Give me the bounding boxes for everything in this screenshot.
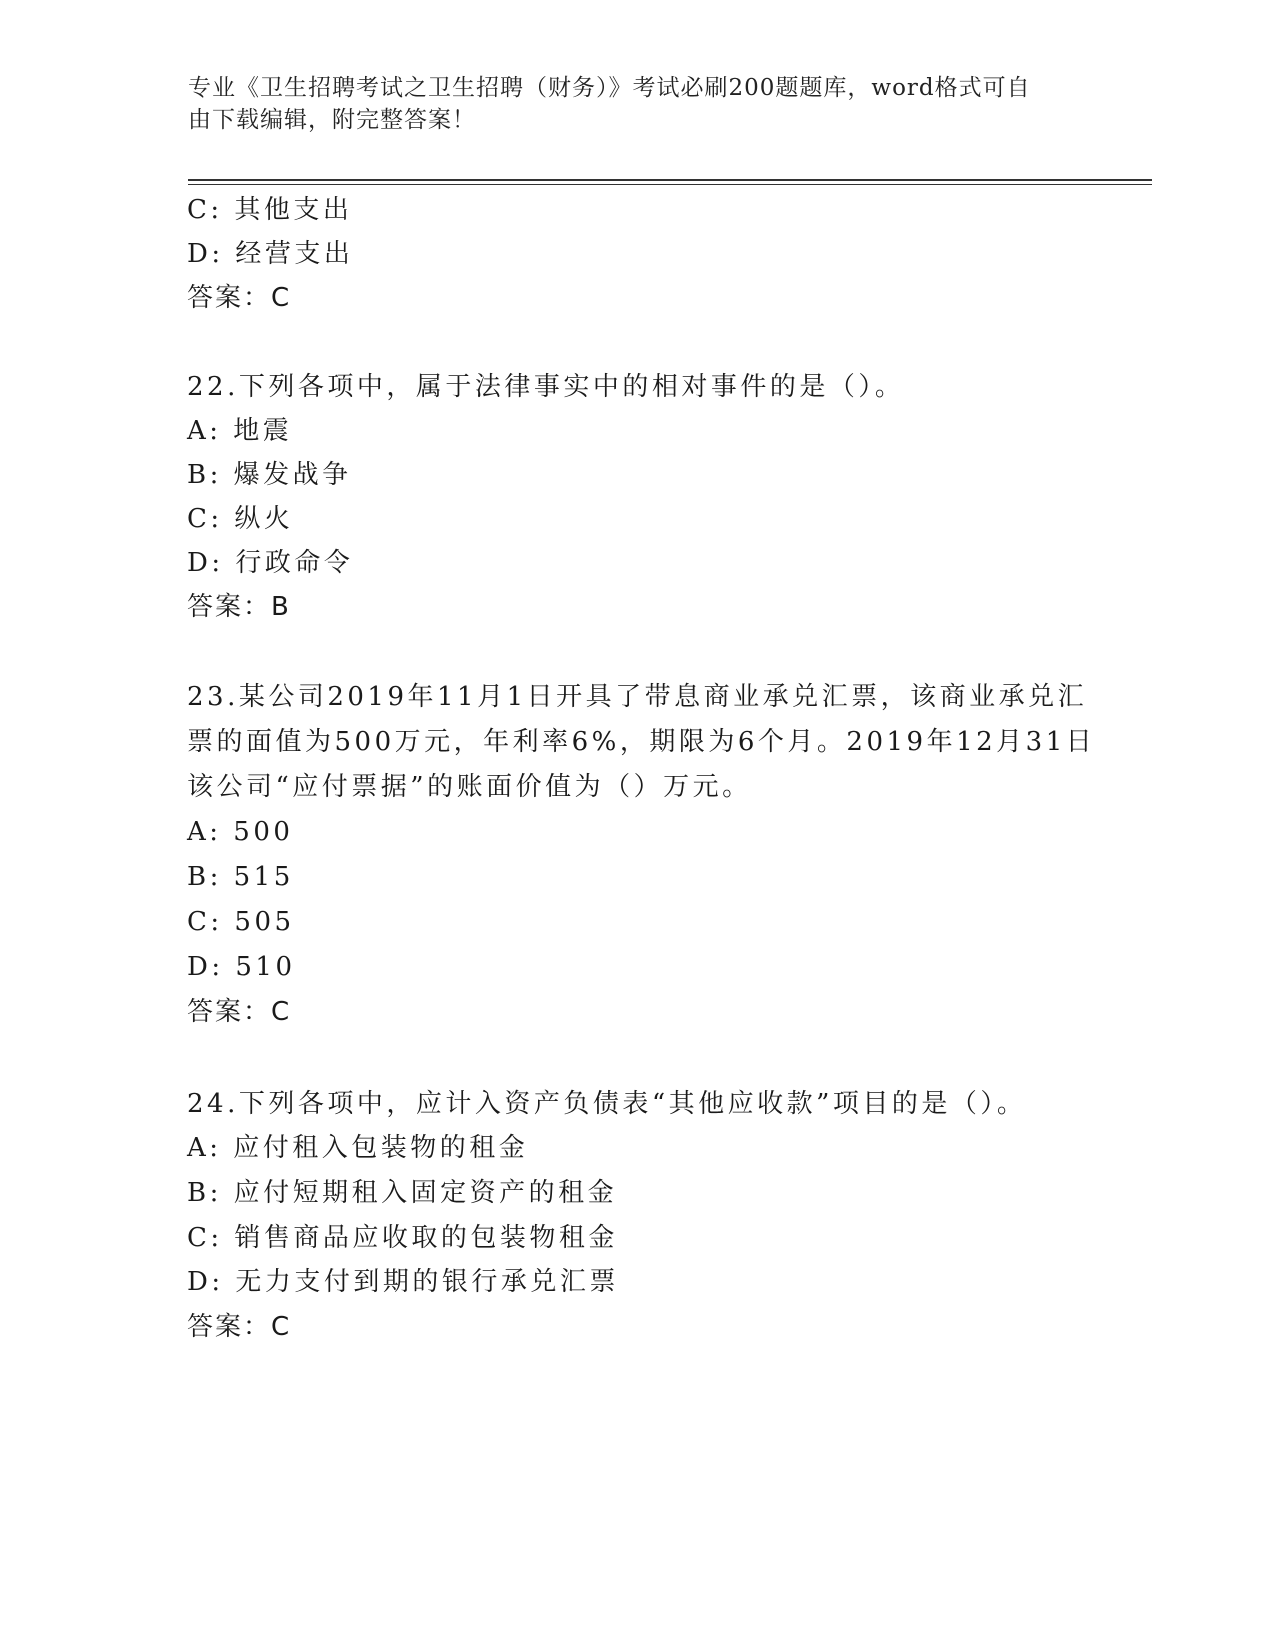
header-line-2: 由下载编辑，附完整答案！ xyxy=(188,107,476,133)
q23-stem-line-2: 票的面值为500万元，年利率6%，期限为6个月。2019年12月31日 xyxy=(187,727,1096,757)
q23-option-d: D: 510 xyxy=(187,952,296,982)
q24-option-b: B: 应付短期租入固定资产的租金 xyxy=(187,1178,618,1208)
q22-option-b: B: 爆发战争 xyxy=(187,460,352,490)
q22-stem: 22.下列各项中，属于法律事实中的相对事件的是（）。 xyxy=(187,372,905,402)
q23-option-a: A: 500 xyxy=(187,817,294,847)
q24-option-c: C: 销售商品应收取的包装物租金 xyxy=(187,1223,618,1253)
q24-option-d: D: 无力支付到期的银行承兑汇票 xyxy=(187,1267,619,1297)
q22-option-a: A: 地震 xyxy=(187,416,293,446)
q21-option-d: D: 经营支出 xyxy=(187,239,354,269)
q23-option-c: C: 505 xyxy=(187,907,295,937)
q24-answer: 答案：C xyxy=(187,1312,292,1342)
q22-answer: 答案：B xyxy=(187,592,291,622)
q22-option-d: D: 行政命令 xyxy=(187,548,354,578)
header-line-1: 专业《卫生招聘考试之卫生招聘（财务）》考试必刷200题题库，word格式可自 xyxy=(188,75,1031,101)
q21-answer: 答案：C xyxy=(187,283,292,313)
q24-stem: 24.下列各项中，应计入资产负债表“其他应收款”项目的是（）。 xyxy=(187,1089,1027,1119)
q21-option-c: C: 其他支出 xyxy=(187,195,353,225)
q23-answer: 答案：C xyxy=(187,997,292,1027)
header-divider-thin xyxy=(188,184,1152,185)
q23-option-b: B: 515 xyxy=(187,862,294,892)
q23-stem-line-3: 该公司“应付票据”的账面价值为（）万元。 xyxy=(187,772,752,802)
header-divider-thick xyxy=(188,179,1152,181)
q22-option-c: C: 纵火 xyxy=(187,504,294,534)
q23-stem-line-1: 23.某公司2019年11月1日开具了带息商业承兑汇票，该商业承兑汇 xyxy=(187,682,1088,712)
q24-option-a: A: 应付租入包装物的租金 xyxy=(187,1133,529,1163)
document-header xyxy=(188,72,1088,136)
